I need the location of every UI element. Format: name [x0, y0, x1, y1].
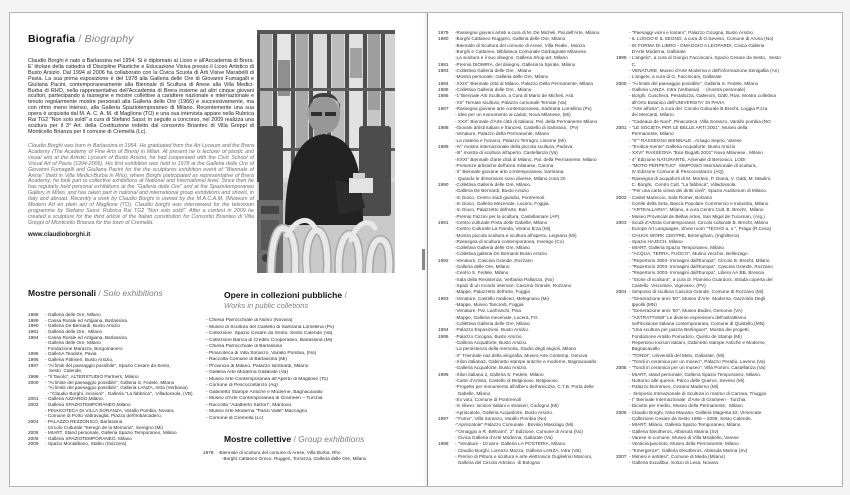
- entry-line: - PINACOTECA DI VILLA SORANZA, Varallo Pombia, Novara: [45, 407, 174, 413]
- exhibition-entry: [438, 182, 620, 220]
- entry-year: 2006: [28, 435, 39, 441]
- entry-line: -II° Biennale giovane arte contemporanea, Sartirana.: [455, 169, 565, 175]
- entry-year: 2004: [616, 289, 627, 295]
- group-exhibitions-heading: [224, 434, 364, 444]
- entry-line: - Idee per un monumento ai caduti, Nova Milanese, (Mi): [455, 112, 571, 118]
- heading-italian: Mostre collettive: [224, 434, 292, 444]
- white-box-icon: [349, 178, 373, 193]
- entry-line: - VENATURE, Museo d'Arte Moderna e dell'informazione,Senigallia (An): [629, 67, 779, 73]
- entry-line: - Spazio HAJECH, Milano: [629, 238, 683, 244]
- exhibitions-column-right: [616, 30, 842, 467]
- entry-line: C. Borghi, Centro Cult. "La fabbrica", Villadossola.: [629, 181, 737, 187]
- entry-line: - Palazzo Borromeo, Cesano Maderno (Mi): [629, 384, 719, 390]
- entry-line: -Venature, Palazzo della Permanente, Milano: [455, 131, 550, 137]
- entry-line: - "Claudio Borghi, incisioni" , Galleria "La fabbrica", Villadossola, (VB): [45, 390, 193, 396]
- entry-year: 1994: [28, 334, 39, 340]
- entry-line: - Museo Arte Contemporanea all'Aperto di Maglione (To): [206, 376, 328, 382]
- entry-line: - Comune di Pescocostanzo (Aq): [206, 383, 278, 388]
- exhibition-entry: [28, 441, 213, 447]
- entry-line: - Venticinquecento, Museo della Permanente, Milano: [629, 441, 739, 447]
- entry-line: - Mimesi e antitesi", Comune di Meda (Milano): [629, 453, 725, 459]
- entry-line: -La scultura e il suo disegno, Galleria Shop-art, Milano: [455, 55, 568, 61]
- entry-year: 2003: [616, 219, 627, 225]
- entry-year: 2000: [616, 80, 627, 86]
- exhibition-entry: [616, 125, 842, 195]
- public-collections-list: [206, 318, 421, 422]
- entry-line: -Borghi Cattaneo Ruggero, Galleria delle Ore, Milano: [455, 36, 566, 42]
- title-separator: /: [75, 33, 85, 45]
- entry-line: -Palazzo Cicogna, Busto Arsizio.: [455, 333, 523, 339]
- entry-line: - "Repertorio 2003- Immagini dall'Europa", Cascina Grande, Rozzano: [629, 264, 773, 270]
- entry-line: -Sala della Resistenza, Verbania Pallanza, (No): [455, 276, 554, 282]
- entry-year: 1997: [28, 362, 39, 368]
- entry-year: 2001: [616, 124, 627, 130]
- entry-line: - Premio di Pittura e scultura e arte elettronica Guglielmo Marconi,: [455, 453, 593, 459]
- entry-year: 1994: [438, 327, 449, 333]
- exhibitions-column-left: [438, 30, 620, 467]
- entry-line: -"Omaggio a R. Beltrami", 2° Edizione, Comune di Arona (No): [455, 428, 583, 434]
- exhibition-entry: [616, 195, 842, 220]
- entry-line: -Mappe, Palazzetto dell'arte, Foggia: [455, 289, 530, 295]
- solo-exhibitions-heading: [28, 288, 163, 298]
- entry-line: - Cortile della Seta, Banca Popolare Commercio e Industria, Milano: [629, 200, 769, 206]
- entry-line: - Galleria Palmieri, Busto Arsizio,: [45, 357, 114, 362]
- entry-line: - Quando le dimensioni sono diverse, Milano zona 20: [455, 175, 566, 181]
- title-english: Biography: [84, 33, 134, 45]
- entry-year: 1979: [438, 30, 449, 35]
- entry-line: -Galleria delle Ore, Milano: [455, 264, 510, 270]
- entry-line: - MIART, Milano, Galleria Spazio Temporaneo, Milano: [629, 422, 741, 428]
- solo-exhibitions-list: [28, 312, 213, 447]
- heading-english: Solo exhibitions: [103, 288, 163, 298]
- entry-line: - Raccolta "Adalberto Sartori", Mantova: [206, 402, 292, 408]
- entry-line: -Premio DIOMIRA, del disegno, Galleria la Spirale, Milano: [455, 61, 576, 67]
- entry-line: - Galleria delle Ore, Milano: [45, 312, 101, 317]
- entry-year: 1983: [438, 67, 449, 73]
- entry-line: - IL LUOGO E IL SEGNO, a cura di G.Seveso, Comune di Arona (No): [629, 36, 774, 42]
- entry-line: -Apriscatole, Galleria Acquaforte, Busto Arsizio.: [455, 409, 554, 415]
- entry-line: - Europe Art Languages, Show room "TECHO a. s.", Praga (R.Ceca): [629, 226, 772, 232]
- entry-year: [616, 30, 629, 55]
- entry-line: - Scudi d'Artista Contemporanei, Circolo culturale B. Brecht, Milano: [629, 219, 769, 225]
- entry-year: 1989: [28, 317, 39, 323]
- exhibition-entry: [616, 289, 842, 365]
- entry-year: 1996: [438, 371, 449, 377]
- public-collections-subheading: Works in public colletions: [224, 301, 309, 310]
- entry-line: - Galleria Arte Moderna Gallarate (Va): [206, 370, 288, 375]
- entry-line: - Galleria SPAZIOTEMPORANEO, Milano: [45, 435, 132, 441]
- entry-line: - Galleria delle Ore, Milano: [45, 340, 101, 346]
- entry-line: all'Orto Botanico dell'UNIVERSITA' DI PAVIA: [629, 99, 725, 105]
- entry-line: - Galleria AZZARDO,Milano.: [45, 396, 104, 402]
- entry-line: - Museo Arte Moderna "Parisi Valle" Maccagno: [206, 409, 308, 414]
- entry-line: - Comune di Cremella (Lc): [206, 415, 264, 421]
- biography-italian: Claudio Borghi è nato a Barlassina nel 1954. Si è diplomato al Liceo e all'Accademia di Brera. E' titolare della cattedra di Discipline Plastiche e Educazione Visiva presso il Liceo Artistico di Busto Arsizio. Dal 1994 al 2006 ha collaborato con la Civica Scuola di Arti Visive Marabelli di Pavia. La sua prima esposizione è del 1978 alla Galleria delle Ore di Giovanni Fumagalli e Giuliana Pacini, contemporaneamente alla Biennale di Scultura di Arese alla Villa Medici-Burba di RHO, nella rappresentativa dell'Accademia di Brera insieme ad altri cinque giovani scultori, partecipando a rassegne e mostre collettive a carattere nazionale e internazionale e tenuto regolarmente mostre personali alla Galleria delle Ore (1966) e successivamente, ma con ritmo meno intenso, alla Galleria Spaziotemporaneo di Milano. Recentemente una sua opera è acquisita dal M. A. C. A. M. di Maglione (TO) e una sua intervista appare nella Rubrica Rai TG2 "Non solo soldi" a cura di Stefano Sassi; in seguito a concorso, nel 2009 realizza una scultura per il 3° Art. della Costituzione indetto dal consorzio Brianteo di Villa Greppi di Monticello Brianza per il comune di Cremella (Lc).: [28, 58, 254, 135]
- entry-line: - Claudio Borghi, Nina Macario. Galleria Magenta 52, Vimercate.: [629, 409, 763, 415]
- exhibition-entry: [28, 335, 213, 352]
- exhibition-entry: [203, 450, 423, 462]
- entry-line: - Cassa Rurale ed Artigiana, Barlassina: [45, 334, 127, 340]
- entry-line: -II° Triennale naz.della xilografia, Museo Arte Contemp. Genova: [455, 352, 588, 358]
- heading-english: Group exhibitions: [298, 434, 365, 444]
- entry-line: - Repertorio Incisori Italiani, Gabinetto stampe Antiche e Moderne,: [629, 340, 767, 346]
- entry-line: -Premio Fazzini per la scultura, Castellamare (AP): [455, 213, 560, 219]
- entry-line: -In rilievo: incisori italiani e stranieri, Codogno (Mi): [455, 403, 559, 409]
- entry-line: -Centro S. Fedele, Milano: [455, 270, 509, 276]
- entry-line: - "LE SOCIETA PER LE BELLE ARTI 2001", Museo della: [629, 124, 748, 130]
- entry-line: - Raccolta Comune di Barlassina (Mi): [206, 357, 287, 362]
- entry-line: - Collezione Banca di Credito Cooperativo, Barlassina (Mi): [206, 337, 333, 343]
- entry-line: -"Apriscatole" Palazzo Comunale , Bovisio Masciago (Mi): [455, 422, 574, 428]
- entry-line: -Ex voto, Comune di Pontremoli: [455, 397, 522, 403]
- entry-line: - Galleria LANZA, Intra (Verbania) - (mostra personale): [629, 86, 746, 92]
- entry-line: - "Cadeaux de Noel", Pinacoteca Villa Soranzo, Varallo pombia (NO: [629, 118, 771, 124]
- entry-year: 2001: [28, 396, 39, 402]
- entry-line: - Comune di Porto Valtravaglia, Piazza dell'imbarcadero,: [45, 413, 163, 419]
- entry-line: - Diciotto per medici, Museo della Permanente, Milano: [629, 403, 743, 409]
- entry-line: - Gabinetto Stampe Antiche e Moderne, Bagnacavallo: [206, 389, 323, 395]
- entry-line: -In Gioco, Galleria Mecenate, Lucera, Foggia.: [455, 200, 550, 206]
- entry-line: - "6°" RASSEGNA BIENNALE , Arsago Seprio, Varese: [629, 137, 742, 143]
- entry-line: - Spazio Montalbano, Stabio (Svizzera): [45, 441, 127, 447]
- entry-line: - IN FORMA DI LIBRO - OMAGGIO A LEOPARDI, Civica Galleria: [629, 42, 765, 48]
- entry-line: - XXX° Biennale d'Arte città di Italiano, Pal. della Permanente Milano: [455, 118, 598, 124]
- entry-line: -Palazzo Esposizioni, Busto Arsizio.: [455, 327, 530, 333]
- entry-line: -Collettiva Galleria delle Ore , Milano: [455, 67, 532, 73]
- entry-line: -Carte d'Artista, Castello di Belgioioso, Belgioioso.: [455, 378, 560, 384]
- entry-line: -Collettiva Galleria delle Ore, Milano: [455, 245, 531, 251]
- entry-line: - Varese in-comune, Museo di Villa Mirabello, Varese: [629, 435, 739, 440]
- entry-line: - Castel Mareccio, Sala Romer, Bolzano: [629, 194, 713, 200]
- entry-line: - Simposio Intrnazionale di Scultura in marmo di Carrara, Triuggio: [629, 390, 767, 396]
- entry-line: - Simposio di scultura Cascina Grande, Comune di Rozzano (Mi): [629, 289, 764, 295]
- entry-line: - CHUCK WORK CENTRE, Birmingham, (Inghilterra): [629, 232, 740, 238]
- entry-year: 2005: [28, 430, 39, 436]
- exhibition-entry: [438, 93, 620, 106]
- entry-year: 2006: [616, 409, 627, 415]
- entry-year: 1980: [438, 36, 449, 42]
- entry-line: - Chiesa Parrocchiale di Nonio (Novara): [206, 318, 293, 323]
- entry-line: -Collettiva Galleria delle Ore, Milano.: [455, 181, 532, 187]
- book-spread: [9, 12, 843, 487]
- entry-line: Galleria del Circolo Artistico di Bologna: [455, 460, 540, 466]
- entry-year: 2002: [28, 402, 39, 407]
- entry-line: Fondazione Araldo Pomodoro, Quinto de Stampi (Mi): [629, 333, 742, 339]
- heading-italian: Mostre personali: [28, 288, 97, 298]
- entry-year: 2009: [28, 441, 39, 447]
- entry-line: -Xilon italiana 2, Galleria S. Fedele, Milano: [455, 371, 544, 377]
- entry-year: 1998: [28, 373, 39, 379]
- entry-line: -Biennale di Scultura del comune di Arese, Villa Reale , Monza: [455, 42, 585, 48]
- entry-year: 1990: [438, 181, 449, 187]
- entry-line: - Circolo Culturale "Seregn de la Memoria", Seregno (Mi): [45, 424, 163, 430]
- entry-line: - "Venature - 10 anni- Galleria LA POSTERIA, Milano: [455, 441, 566, 447]
- heading-separator: /: [342, 290, 347, 300]
- exhibition-entry: [438, 372, 620, 416]
- entry-line: - "TONDI", Università del Melo, Gallarate, (Mi): [629, 352, 725, 358]
- entry-line: - "Generazione anni '50", Museo Bodini, Gemonio (VA): [629, 308, 743, 314]
- entry-year: 1985: [438, 86, 449, 92]
- entry-line: -Collettiva Galleria delle Ore , Milano: [455, 86, 532, 92]
- entry-line: - Museo di Scultura del Castello di Sartirana Lomellina (Pv): [206, 324, 335, 330]
- entry-line: - Collezione Spazio Cesare da Sesto, Sesto Calende (Va): [206, 331, 333, 336]
- entry-line: -XXIX° Biennale città di Milano, Palazzo Della Permanente, Milano: [455, 80, 594, 86]
- exhibition-entry: [438, 106, 620, 125]
- entry-line: Bagnacavallo: [629, 346, 660, 352]
- entry-line: - Galleria Eleutheros, Albissola Marina (Sv): [629, 428, 719, 434]
- entry-year: 1998: [438, 441, 449, 447]
- entry-line: -IV° mostra internazionale della piccola scultura, Padova: [455, 143, 573, 149]
- entry-line: - GalleriA Teodote, Pavia: [45, 351, 97, 357]
- entry-line: - PALAZZO REZZONICO, Barlassina: [45, 418, 123, 424]
- entry-line: IV Edizione Comune di Pescocostanzo (AQ): [629, 169, 724, 175]
- exhibition-entry: [28, 402, 213, 419]
- entry-line: - Galleria SPAZIOTEMPORANEO,Milano: [45, 402, 131, 407]
- entry-year: 1989: [438, 143, 449, 149]
- entry-line: -Presenze artistiche dell'area milanese, Carona: [455, 162, 554, 168]
- entry-line: -Mappe, Museo Tancredi, Foggia: [455, 302, 524, 308]
- entry-line: - "Storie di scultura", a cura di Flaminio Guardoni, Strada coperta del: [629, 276, 773, 282]
- entry-line: - "ACQUA, TERRA, FUOCO", Mulino vecchio, Bellinzago: [629, 251, 748, 257]
- entry-line: -Giovani artisti italiani e francesi, Castello di Sartirana , (Pv): [455, 124, 579, 130]
- entry-line: - "Ai limite del paesaggio possibile", Galleria LANZA, Intra (Verbania): [45, 385, 188, 391]
- entry-line: - Claudio Borghi, Lorenzo Mazza, Galleria LANZA, Intra (VB): [455, 447, 582, 453]
- entry-line: - Pinacoteca di Villa Soranzo, Varallo Pombia, (No): [206, 350, 317, 356]
- entry-year: 1999: [616, 55, 627, 61]
- group-exhibitions-list: [203, 450, 423, 462]
- exhibition-entry: [438, 416, 620, 441]
- entry-line: - "Repertorio 2003- Immagini dall'Europa", Libera AA.BB. Brescia: [629, 270, 765, 276]
- entry-line: Gabelle, Milano: [455, 390, 491, 396]
- heading-italian: Opere in collezioni pubbliche: [224, 290, 343, 300]
- entry-year: 1995: [438, 333, 449, 339]
- entry-line: - "Ai limite del paesaggio possibile", Galleria S. Fedele, Milano: [629, 80, 759, 86]
- entry-year: 1991: [28, 328, 39, 334]
- entry-line: - Galleria De Bernardi, Busto Arsizio: [45, 323, 121, 329]
- entry-line: -Spazi di un mondo interiore, Cascina Grande, Rozzano: [455, 283, 572, 289]
- entry-year: 1992: [438, 257, 449, 263]
- entry-line: - "Arte all'aria", a cura del Circolo Culturale B.Brecht, Loggia P.zza: [629, 105, 768, 111]
- entry-line: -"Fumo", Villa Soranzo, Varallo Pombia (No): [455, 416, 547, 422]
- entry-line: Castello Visconteo, Vigevano, (PV).: [629, 283, 707, 289]
- entry-year: 1991: [438, 219, 449, 225]
- exhibition-entry: [28, 380, 213, 397]
- entry-line: -Venature, Castello mediceo, Melegnano (Mi): [455, 295, 550, 301]
- entry-line: - L'angelo", a cura di Giorgio Faccincani, Spazio Cesare da Sesto, Sesto: [629, 55, 781, 61]
- entry-line: - Provincia di Milano, Palazzo Isimbardi, Milano: [206, 363, 309, 369]
- entry-line: -In Gioco, Centro studi giuridici, Pontremoli.: [455, 194, 546, 200]
- entry-line: -Galleria Acquaforte, Busto Arsizio.: [455, 365, 528, 371]
- entry-line: - Collezione Cesare da Sesto 1986 – 2006, Sesto Calende.: [629, 416, 752, 422]
- heading-separator: /: [291, 434, 299, 444]
- entry-line: nell'incisione italiana contemporanea, Comune di Quistello,(MN): [629, 321, 765, 327]
- entry-line: Ippoliti (MN): [629, 302, 657, 308]
- website-url: www.claudioborghi.it: [28, 231, 91, 238]
- entry-year: 1993: [438, 295, 449, 301]
- exhibition-entry: [438, 258, 620, 296]
- entry-line: - I° Biennale Internazionale d'Arte di Grameen - Turchia: [629, 397, 746, 403]
- entry-line: -Mostra piccola scultura e scultura all'aperto, Legnano (Mi): [455, 232, 577, 238]
- entry-line: - "MOTO PERPETUO" SIMPOSIO Internazionale di scultura,: [629, 162, 757, 168]
- entry-year: 1986: [438, 93, 449, 99]
- entry-line: - Civica Galleria d'Arte Moderna, Gallarate (Va): [455, 435, 553, 440]
- entry-year: 1984: [438, 80, 449, 86]
- entry-line: - Fondazione Marazza, Borgomanero: [45, 345, 123, 351]
- entry-line: - L'angelo, a cura di G. Faccincani, Gallarate: [629, 74, 722, 80]
- entry-line: -Centro culturale Porta delle Gabelle, Milano: [455, 219, 548, 225]
- exhibition-entry: [438, 144, 620, 182]
- entry-line: - XXVI° RASSEGNA "Bice Bugatti 2001" Nova Milanese , Milano: [629, 150, 763, 156]
- entry-line: - "Per una carta visiva dei diritti civili", Spazio Auditorium di Milano.: [629, 188, 768, 194]
- entry-line: -Rassegna giovani artisti a cura di M. De Micheli, Pal.dell'Arte, Milano.: [455, 30, 601, 35]
- entry-line: -Galleria Acquaforte, Busto Arsizio.: [455, 340, 528, 346]
- entry-line: - Notturno alle querce, Parco delle Querce, Seveso (Mi): [629, 378, 745, 384]
- artist-photo: [257, 30, 395, 273]
- entry-line: - MIART, Galleria Spazio Temporaneo, Milano: [629, 245, 724, 251]
- entry-line: - "Erotica-mente" Galleria Acquaforte, Busto Arsizio: [629, 143, 736, 149]
- entry-year: 1995: [28, 351, 39, 357]
- entry-line: - "Una scultura per piazza Berlinguer", Mostra dei progetti,: [629, 327, 750, 333]
- title-italian: Biografia: [28, 33, 76, 45]
- entry-line: -III° mostra di scultura all'aperto, Castellanza (Va): [455, 150, 558, 156]
- entry-line: -Biennale di scultura del comune di Arese, Villa Burba, Rho: [218, 450, 341, 455]
- entry-year: 1990: [28, 323, 39, 329]
- entry-line: - Galleria delle Ore, Milano: [45, 328, 103, 334]
- entry-year: 2000: [28, 379, 39, 385]
- entry-line: -In Gioco, Palazzetto dell'arte, Bari: [455, 207, 528, 213]
- page-gutter-line: [427, 13, 428, 486]
- entry-line: - Rassegna di acquaforti di M. Morteni, P. Diana, V. Gatti, M. Maulini,: [629, 175, 772, 181]
- entry-year: 1978: [203, 450, 214, 455]
- entry-line: -Mappe, Galleria mecenate, Lucera, FG.: [455, 314, 539, 320]
- exhibition-entry: [616, 410, 842, 454]
- exhibition-entry: [616, 81, 842, 125]
- exhibition-entry: [438, 220, 620, 258]
- entry-line: -Galleria De Bernardi, Busto Arsizio: [455, 188, 529, 194]
- entry-line: -Collettiva galleria De Bernardi Busto Arsizio: [455, 251, 547, 257]
- entry-year: 2007: [616, 453, 627, 459]
- entry-year: 2004: [28, 418, 39, 424]
- entry-line: Sesto Calende,: [45, 368, 83, 374]
- exhibition-entry: [438, 36, 620, 61]
- exhibition-entry: [438, 68, 620, 81]
- entry-line: - Galleria Excalibur, Solcio di Lesa, Novara.: [629, 460, 720, 466]
- exhibition-entry: [438, 334, 620, 372]
- entry-line: - "Tondi in ceramica per un museo", Villa Pomini, Castellanza (Va): [629, 365, 766, 371]
- entry-line: - "Ai limite del paesaggio possibile", Galleria S. Fedele, Milano: [45, 379, 175, 385]
- exhibition-entry: [28, 419, 213, 430]
- entry-line: -Rassegna di scultura contemporanea, Inverigo (Co): [455, 238, 564, 244]
- entry-line: - "Paesaggi vicini e lontani", Palazzo Cicogna, Busto Arsizio: [629, 30, 753, 35]
- entry-line: Permanente, Milano: [629, 131, 674, 137]
- entry-line: - Museo Provincial de Bellas Artes, San Migul de Tucuman, (Arg.): [629, 213, 765, 219]
- entry-line: -XXXI° Biennale d'arte città di Milano, Pal. della Permanente, Milano: [455, 156, 597, 162]
- entry-line: - "ARTEALLARIA", Milano, a cura Centro Cult. B. Brecht, Milano: [629, 207, 764, 213]
- exhibition-entry: [616, 220, 842, 290]
- entry-line: -Venature, Pal. Lanfranchi, Pisa: [455, 308, 521, 314]
- entry-line: - "Repertorio 2003- Immagini dall'Europa", Circolo B. Brecht, Milano: [629, 257, 770, 263]
- entry-line: -Rassegna giovane arte contemporanea, Sartirana Lomellina (Pv): [455, 105, 592, 111]
- entry-line: C.: [629, 61, 637, 67]
- entry-line: -Venature, Cascina Grande ,Rozzano: [455, 257, 533, 263]
- entry-line: -XII° Ternate scultura, Palazzo comunale Ternate (Va): [455, 99, 567, 105]
- exhibition-entry: [616, 454, 842, 467]
- exhibition-entry: [616, 365, 842, 409]
- entry-year: 2002: [616, 194, 627, 200]
- entry-line: - MIART, Stand personale, Galleria Spazio Temporaneo, Milano: [45, 430, 177, 436]
- entry-line: - Borghi, Cuschera, Pestalozza, Galleroni, Gatti, Riva. Mostra collettiva: [629, 93, 776, 99]
- public-collections-heading: [224, 290, 347, 300]
- entry-line: -Borghi e Cattaneo, Biblioteca Comunale Garbagnate Milanese.: [455, 48, 588, 54]
- entry-line: -Mostra personale, Galleria delle Ore, Milano: [455, 74, 549, 80]
- entry-year: 1997: [438, 416, 449, 422]
- entry-line: - MIART, stand personale, Galleria Spazio Temporaneo, Milano.: [629, 371, 762, 377]
- entry-line: D'Arte Moderna, Gallarate: [629, 48, 686, 54]
- entry-line: dei Mercanti, Milano.: [629, 112, 675, 118]
- entry-year: 1996: [28, 357, 39, 362]
- entry-line: - Cassa Rurale ed Artigiana, Barlassina.: [45, 317, 129, 323]
- entry-line: - "Il Tavolo", ALTERSTUDIO Partners, Milano: [45, 373, 139, 379]
- heading-separator: /: [96, 288, 104, 298]
- entry-year: 1988: [438, 124, 449, 130]
- entry-year: 2005: [616, 365, 627, 371]
- entry-line: -Borghi Cattaneo Greco, Ruggeri, Torrazza, Galleria delle Ore, Milano: [218, 455, 367, 461]
- entry-line: -1°Biennale Arti Scultura, a Cura di Mario de Micheli, Asti.: [455, 93, 575, 99]
- exhibition-entry: [616, 55, 842, 80]
- entry-year: 1981: [438, 61, 449, 67]
- entry-line: - "Tondi in ceramica per un museo", Palazzo Perabò, Laveno (Va): [629, 359, 766, 365]
- entry-line: - "Ai limiti del paesaggio possibile", Spazio Cesare da Sesto,: [45, 362, 171, 368]
- exhibition-entry: [438, 125, 620, 144]
- entry-line: -Xilon italiana2, Gabinetto stampe antiche e moderne, Bagnacavallo.: [455, 359, 598, 365]
- entry-line: -Centro Culturale La Fianda, Verano B:za (Mi): [455, 226, 551, 232]
- entry-line: - 4° Edizione NATURARTE, Arsenale di Bertonico, LODI: [629, 156, 746, 162]
- exhibition-entry: [616, 30, 842, 55]
- exhibition-entry: [438, 296, 620, 328]
- entry-line: - Chiesa Parrocchiale di Barlassina: [206, 344, 283, 349]
- entry-line: -Collettiva Galleria delle Ore, Milano: [455, 321, 531, 327]
- entry-line: - "ASTRATTISMI" Le diverse espressioni dell'astrattismo: [629, 314, 747, 320]
- page-title: [28, 33, 134, 45]
- entry-line: - Museo d'Arte Contemporanea di Grameen – Turchia: [206, 396, 323, 401]
- exhibition-entry: [28, 363, 213, 374]
- exhibition-entry: [438, 441, 620, 466]
- entry-line: -La persistenza della memoria, Studio degli angioli, Milano: [455, 346, 577, 352]
- entry-line: - "Generazione anni '50", Museo d'Arte Moderna, Gazzoldo Degli: [629, 295, 766, 301]
- biography-english: Claudio Borghi was born in Barlassina in 1954. He graduated from the Art Lyceum and the Brera Academy (The Academy of Fine Arts of Brera) in Milan. At present he is lecturer of plastic and visual arts at the Artistic Lyceum of Busto Arsizio; he had cooperated with the Civic School of Visual Art of Pavia (1994-2006). His first exhibition was held in 1978 at the Galleria delle Ore of Giovanni Fumagalli and Giuliana Pacini for the the sculptures exhibition event of "Biennale of Arese" (held in Villa Medici-Burba in Rho), where Borghi participated as representative of Brera Academy; he took part to collective exhibitions at National and International level. Since then he has regularly held personal exhibitions at the "Galleria delle Ore" and at the Spaziotemporaneo Gallery in Milan, and has taken part in national and international group exhibitions and shows, in Italy and abroad. Recently a work by Claudio Borghi is owned by the M.A.C.A.M. (Museum of Modern Art en plein air) of Maglione (TO). Claudio borghi was interviewed for the television programme by Stefano Sassi: Rubrica Rai TG2 "Non solo soldi". After a contest in 2009 he created a sculpture for the third article of the Italian constitution for Consortio Brianteo di Villa Greppi of Monticello Brianza for the town of Cremella.: [28, 143, 254, 226]
- entry-line: - "Emergenze", Galleria Eleutheros, Abissola Marina (Sv): [629, 447, 748, 453]
- entry-year: 1987: [438, 105, 449, 111]
- entry-line: -La materia e l'umano, Palazzo Terragni, Lissone (Mi): [455, 137, 566, 143]
- entry-year: 1986: [28, 312, 39, 317]
- entry-line: -Progetto per monumento all'albero dell'amicizia, C.T.B. Porta delle: [455, 384, 594, 390]
